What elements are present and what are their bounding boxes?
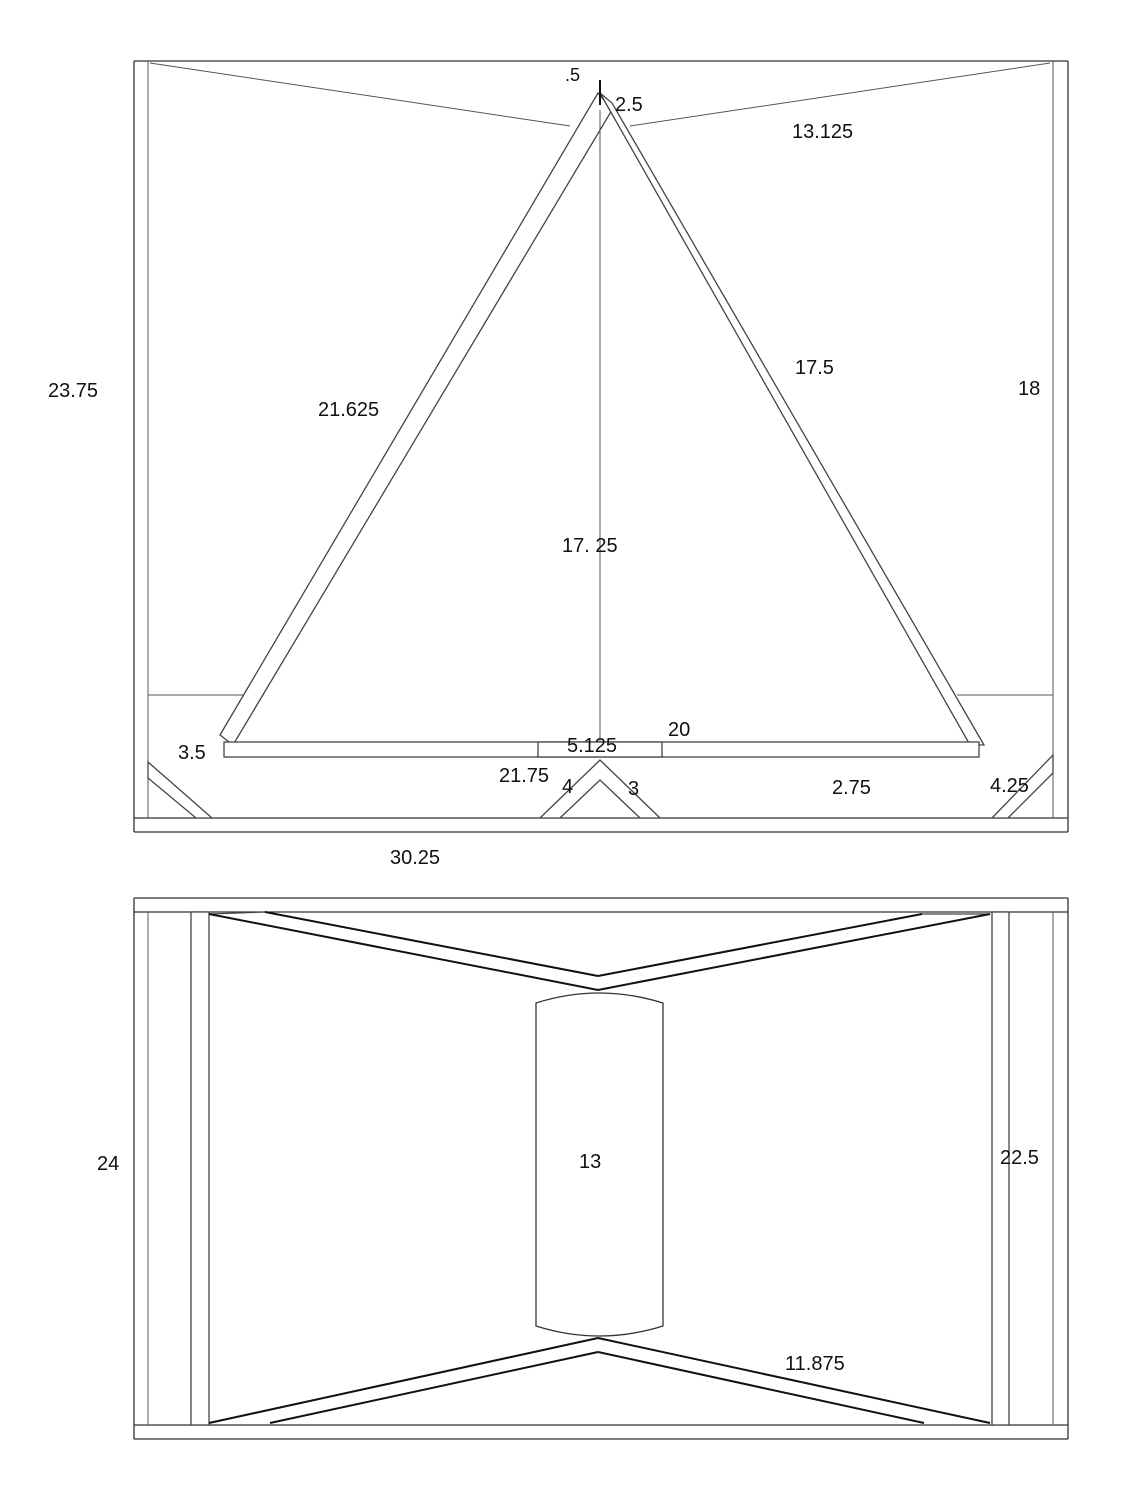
label-throat-width: 5.125 <box>567 735 618 757</box>
label-left-foot: 3.5 <box>178 742 206 764</box>
label-right-side: 17.5 <box>795 357 834 379</box>
front-view <box>134 61 1068 832</box>
label-right-depth-top: 22.5 <box>1000 1147 1039 1169</box>
label-left-height: 23.75 <box>48 380 99 402</box>
label-right-corner: 4.25 <box>990 775 1029 797</box>
top-view-labels <box>97 1147 1039 1375</box>
bottom-corner-braces <box>148 755 1053 818</box>
label-center-height: 17. 25 <box>562 535 618 557</box>
label-left-side: 21.625 <box>318 399 380 421</box>
label-right-wedge: 3 <box>628 778 640 800</box>
label-right-base: 2.75 <box>832 777 871 799</box>
front-enclosure-outline <box>134 61 1068 832</box>
label-left-depth: 24 <box>97 1153 120 1175</box>
label-left-wedge: 4 <box>562 776 574 798</box>
label-right-depth: 18 <box>1018 378 1041 400</box>
label-driver: 13 <box>579 1151 602 1173</box>
label-top-right-panel: 13.125 <box>792 121 854 143</box>
label-top-gap: .5 <box>565 65 581 85</box>
label-left-base: 21.75 <box>499 765 550 787</box>
label-flare-panel: 11.875 <box>785 1353 845 1375</box>
label-base-length: 20 <box>668 719 691 741</box>
label-apex-offset: 2.5 <box>615 94 643 116</box>
bottom-flare-panels <box>209 1338 990 1423</box>
top-flare-panels <box>209 912 990 990</box>
label-overall-width: 30.25 <box>390 847 441 869</box>
